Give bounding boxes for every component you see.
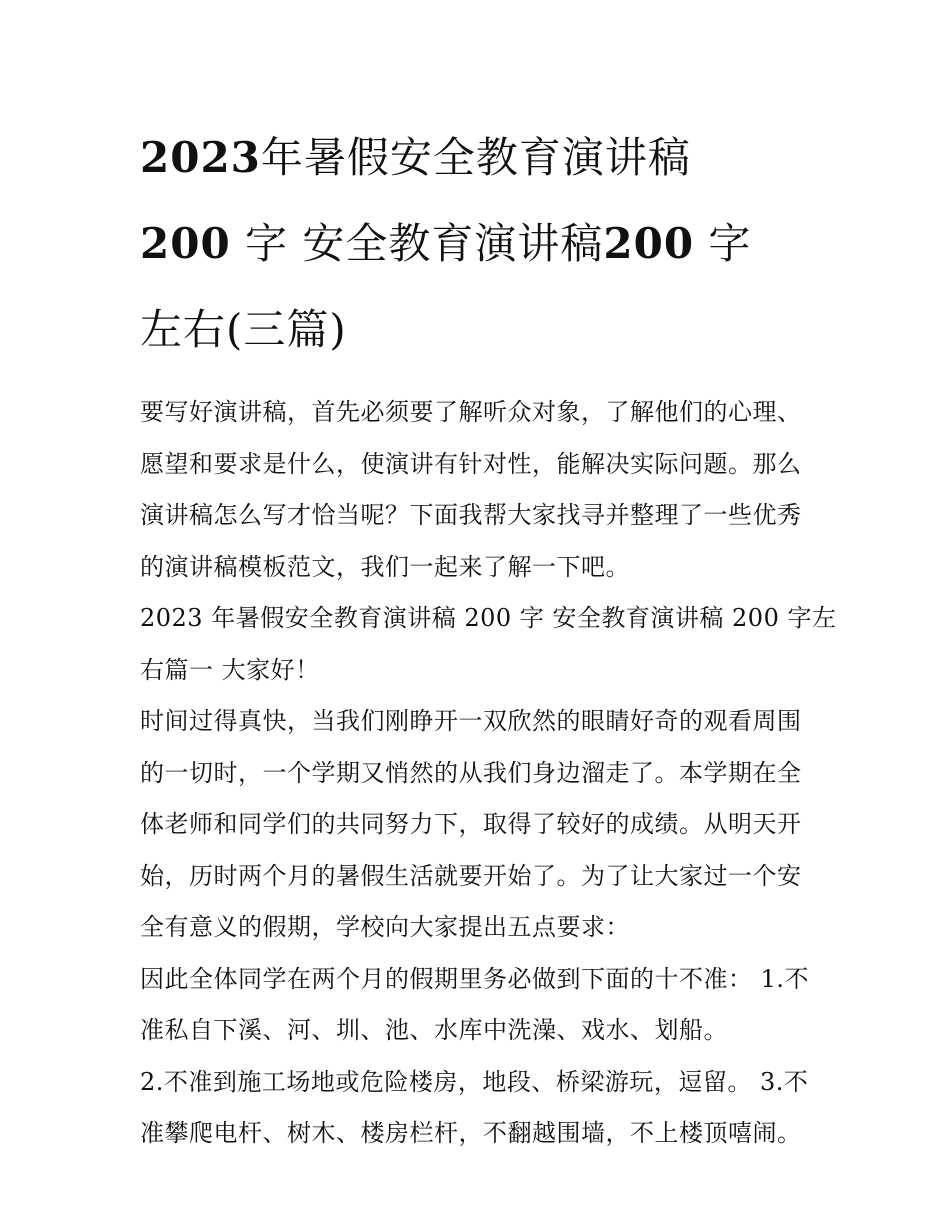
title-line-2 [140,201,810,287]
title-year: 2023 [140,133,261,182]
text-line: 演讲稿怎么写才恰当呢？下面我帮大家找寻并整理了一些优秀 [140,501,802,529]
text-line: 准私自下溪、河、圳、池、水库中洗澡、戏水、划船。 [140,1016,728,1044]
text-line: 愿望和要求是什么，使演讲有针对性，能解决实际问题。那么 [140,449,802,478]
text-line: 右篇一 大家好！ [140,655,320,684]
title-line-3 [140,287,810,373]
title-line-1 [140,115,810,201]
text-line: 因此全体同学在两个月的假期里务必做到下面的十不准： 1.不 [140,964,810,993]
paragraph-rule-1 [140,954,810,1057]
text-line: 2.不准到施工场地或危险楼房，地段、桥梁游玩，逗留。 3.不 [140,1067,809,1096]
title-text: 左右(三篇) [140,305,347,354]
document-title [140,115,810,373]
text-line: 时间过得真快，当我们刚睁开一双欣然的眼睛好奇的观看周围 [140,707,802,735]
paragraph-rule-2-3 [140,1057,810,1160]
text-line: 体老师和同学们的共同努力下，取得了较好的成绩。从明天开 [140,810,802,838]
text-line: 2023 年暑假安全教育演讲稿 200 字 安全教育演讲稿 200 字左 [140,604,837,632]
paragraph-intro [140,387,810,593]
text-line: 全有意义的假期，学校向大家提出五点要求： [140,913,630,941]
title-number: 200 [140,219,231,268]
paragraph-opening [140,696,810,954]
paragraph-section-heading [140,593,837,696]
text-line: 的一切时，一个学期又悄然的从我们身边溜走了。本学期在全 [140,758,802,787]
title-text: 年暑假安全教育演讲稿 [260,133,691,182]
title-text: 字 [694,219,752,268]
title-number: 200 [603,219,695,268]
title-text: 字 安全教育演讲稿 [230,219,604,268]
text-line: 的演讲稿模板范文，我们一起来了解一下吧。 [140,552,630,581]
document-body [140,387,837,1160]
text-line: 要写好演讲稿，首先必须要了解听众对象，了解他们的心理、 [140,398,802,426]
text-line: 始，历时两个月的暑假生活就要开始了。为了让大家过一个安 [140,861,802,890]
text-line: 准攀爬电杆、树木、楼房栏杆，不翻越围墙，不上楼顶嘻闹。 [140,1119,802,1147]
